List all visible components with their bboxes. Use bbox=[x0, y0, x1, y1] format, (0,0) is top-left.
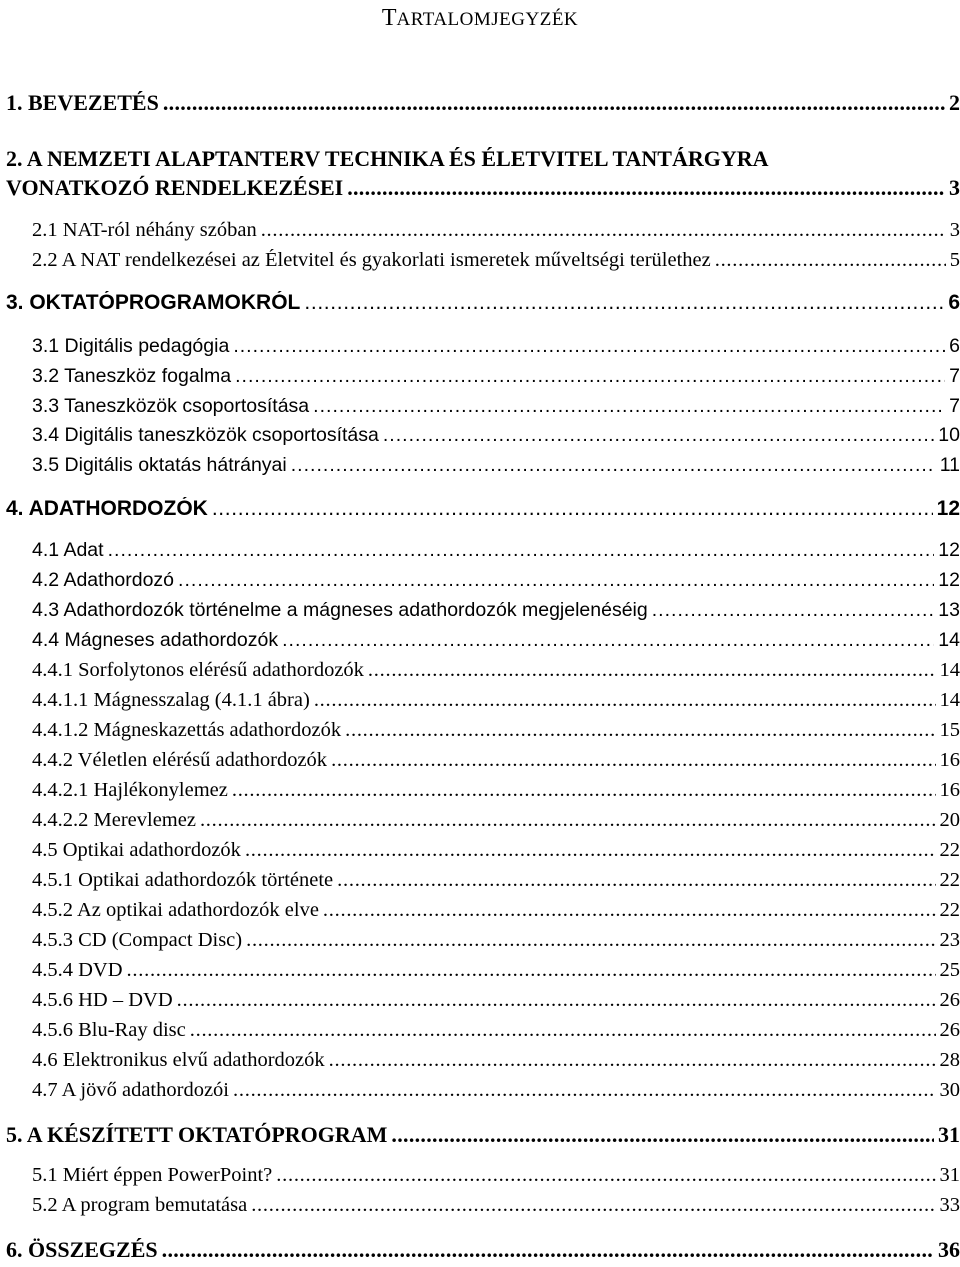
toc-entry-page: 16 bbox=[940, 749, 960, 772]
toc-entry-page: 3 bbox=[949, 175, 960, 201]
leader-dots bbox=[313, 395, 945, 418]
leader-dots bbox=[314, 689, 936, 712]
toc-entry-page: 12 bbox=[938, 539, 960, 562]
toc-entry-page: 6 bbox=[949, 335, 960, 358]
toc-entry-page: 31 bbox=[938, 1122, 960, 1148]
toc-entry-label: 3. OKTATÓPROGRAMOKRÓL bbox=[6, 291, 300, 315]
toc-entry-4-7[interactable] bbox=[32, 1079, 960, 1109]
leader-dots bbox=[345, 719, 935, 742]
toc-entry-4-3[interactable] bbox=[32, 599, 960, 629]
leader-dots bbox=[212, 497, 933, 521]
toc-entry-label: 5.2 A program bemutatása bbox=[32, 1194, 247, 1217]
toc-entry-label: 4.5.2 Az optikai adathordozók elve bbox=[32, 899, 319, 922]
toc-entry-4-5-4[interactable] bbox=[32, 959, 960, 989]
toc-entry-page: 12 bbox=[937, 497, 960, 521]
toc-entry-4-4-1-1[interactable] bbox=[32, 689, 960, 719]
leader-dots bbox=[331, 749, 935, 772]
leader-dots bbox=[323, 899, 936, 922]
toc-entry-page: 25 bbox=[940, 959, 960, 982]
toc-entry-3-3[interactable] bbox=[32, 395, 960, 425]
leader-dots bbox=[232, 779, 936, 802]
toc-entry-nat-line1[interactable]: 2. A NEMZETI ALAPTANTERV TECHNIKA ÉS ÉLETVITEL TANTÁRGYRA bbox=[6, 146, 769, 172]
title-initial: T bbox=[382, 5, 397, 31]
leader-dots bbox=[368, 659, 936, 682]
leader-dots bbox=[391, 1122, 934, 1148]
toc-entry-4-1[interactable] bbox=[32, 539, 960, 569]
toc-entry-adathordozok[interactable] bbox=[6, 497, 960, 527]
toc-entry-label: 4.4.2.2 Merevlemez bbox=[32, 809, 196, 832]
toc-entry-page: 12 bbox=[938, 569, 960, 592]
leader-dots bbox=[261, 219, 946, 242]
toc-entry-label: 5.1 Miért éppen PowerPoint? bbox=[32, 1164, 272, 1187]
leader-dots bbox=[282, 629, 934, 652]
toc-entry-page: 14 bbox=[940, 689, 960, 712]
toc-entry-3-4[interactable] bbox=[32, 424, 960, 454]
toc-entry-label: 4.7 A jövő adathordozói bbox=[32, 1079, 229, 1102]
toc-entry-label: 2.1 NAT-ról néhány szóban bbox=[32, 219, 257, 242]
toc-entry-4-4[interactable] bbox=[32, 629, 960, 659]
toc-entry-page: 26 bbox=[940, 989, 960, 1012]
toc-entry-label: 1. BEVEZETÉS bbox=[6, 90, 159, 116]
toc-entry-label: 4.1 Adat bbox=[32, 539, 104, 562]
toc-entry-4-4-2-2[interactable] bbox=[32, 809, 960, 839]
leader-dots bbox=[276, 1164, 935, 1187]
leader-dots bbox=[233, 1079, 935, 1102]
toc-entry-page: 20 bbox=[940, 809, 960, 832]
toc-entry-page: 33 bbox=[940, 1194, 960, 1217]
toc-entry-page: 16 bbox=[940, 779, 960, 802]
toc-entry-label: 4.5.1 Optikai adathordozók története bbox=[32, 869, 333, 892]
toc-entry-4-5-2[interactable] bbox=[32, 899, 960, 929]
leader-dots bbox=[291, 454, 936, 477]
toc-entry-label: 4.2 Adathordozó bbox=[32, 569, 174, 592]
toc-entry-label: 3.3 Taneszközök csoportosítása bbox=[32, 395, 309, 418]
leader-dots bbox=[200, 809, 936, 832]
toc-entry-label: 4.5.4 DVD bbox=[32, 959, 123, 982]
toc-entry-4-5-6-hd-dvd[interactable] bbox=[32, 989, 960, 1019]
toc-entry-3-5[interactable] bbox=[32, 454, 960, 484]
toc-entry-4-5-3[interactable] bbox=[32, 929, 960, 959]
toc-entry-page: 26 bbox=[940, 1019, 960, 1042]
leader-dots bbox=[251, 1194, 935, 1217]
toc-entry-5-1[interactable] bbox=[32, 1164, 960, 1194]
leader-dots bbox=[235, 365, 945, 388]
toc-entry-label: 4.4.2 Véletlen elérésű adathordozók bbox=[32, 749, 327, 772]
leader-dots bbox=[347, 175, 945, 201]
toc-entry-4-4-1-2[interactable] bbox=[32, 719, 960, 749]
toc-entry-label: 4.4.2.1 Hajlékonylemez bbox=[32, 779, 228, 802]
leader-dots bbox=[108, 539, 935, 562]
toc-entry-page: 2 bbox=[949, 90, 960, 116]
toc-entry-label: 4.5.3 CD (Compact Disc) bbox=[32, 929, 242, 952]
toc-entry-page: 31 bbox=[940, 1164, 960, 1187]
toc-entry-label: 4.5.6 Blu-Ray disc bbox=[32, 1019, 186, 1042]
toc-entry-label: 6. ÖSSZEGZÉS bbox=[6, 1237, 158, 1263]
toc-entry-label: VONATKOZÓ RENDELKEZÉSEI bbox=[6, 175, 343, 201]
leader-dots bbox=[178, 569, 934, 592]
toc-entry-page: 14 bbox=[938, 629, 960, 652]
toc-entry-page: 22 bbox=[940, 899, 960, 922]
toc-entry-4-2[interactable] bbox=[32, 569, 960, 599]
toc-entry-4-4-2[interactable] bbox=[32, 749, 960, 779]
toc-entry-label: 5. A KÉSZÍTETT OKTATÓPROGRAM bbox=[6, 1122, 387, 1148]
toc-entry-page: 11 bbox=[940, 454, 960, 477]
toc-entry-4-5-6-bluray[interactable] bbox=[32, 1019, 960, 1049]
toc-entry-bevezetes[interactable] bbox=[6, 90, 960, 120]
toc-entry-label: 3.1 Digitális pedagógia bbox=[32, 335, 229, 358]
toc-entry-2-1[interactable] bbox=[32, 219, 960, 249]
leader-dots bbox=[652, 599, 935, 622]
toc-entry-label: 4.5.6 HD – DVD bbox=[32, 989, 173, 1012]
toc-entry-label: 3.4 Digitális taneszközök csoportosítása bbox=[32, 424, 379, 447]
leader-dots bbox=[127, 959, 936, 982]
leader-dots bbox=[177, 989, 936, 1012]
toc-entry-label: 4.5 Optikai adathordozók bbox=[32, 839, 241, 862]
toc-entry-label: 4.3 Adathordozók történelme a mágneses adathordozók megjelenéséig bbox=[32, 599, 648, 622]
title-rest: ARTALOMJEGYZÉK bbox=[397, 9, 579, 30]
toc-entry-page: 22 bbox=[940, 839, 960, 862]
leader-dots bbox=[162, 1237, 934, 1263]
toc-entry-page: 28 bbox=[940, 1049, 960, 1072]
toc-entry-page: 13 bbox=[938, 599, 960, 622]
toc-entry-page: 23 bbox=[940, 929, 960, 952]
toc-entry-4-4-1[interactable] bbox=[32, 659, 960, 689]
toc-entry-page: 10 bbox=[938, 424, 960, 447]
toc-entry-label: 4.4.1 Sorfolytonos elérésű adathordozók bbox=[32, 659, 364, 682]
toc-entry-3-2[interactable] bbox=[32, 365, 960, 395]
toc-entry-label: 4. ADATHORDOZÓK bbox=[6, 497, 208, 521]
leader-dots bbox=[329, 1049, 936, 1072]
toc-entry-page: 30 bbox=[940, 1079, 960, 1102]
toc-entry-4-4-2-1[interactable] bbox=[32, 779, 960, 809]
toc-entry-nat[interactable] bbox=[6, 175, 960, 205]
toc-entry-page: 7 bbox=[949, 395, 960, 418]
toc-entry-page: 6 bbox=[948, 291, 960, 315]
toc-entry-2-2[interactable] bbox=[32, 249, 960, 279]
toc-entry-4-6[interactable] bbox=[32, 1049, 960, 1079]
toc-entry-page: 5 bbox=[950, 249, 960, 272]
toc-entry-page: 14 bbox=[940, 659, 960, 682]
leader-dots bbox=[383, 424, 934, 447]
toc-entry-page: 7 bbox=[949, 365, 960, 388]
toc-entry-4-5[interactable] bbox=[32, 839, 960, 869]
page-title bbox=[0, 2, 960, 36]
leader-dots bbox=[163, 90, 945, 116]
toc-entry-keszitett-oktatoprogram[interactable] bbox=[6, 1122, 960, 1152]
toc-entry-label: 2.2 A NAT rendelkezései az Életvitel és gyakorlati ismeretek műveltségi területhez bbox=[32, 249, 711, 272]
leader-dots bbox=[190, 1019, 936, 1042]
leader-dots bbox=[715, 249, 946, 272]
toc-entry-label: 4.4.1.1 Mágnesszalag (4.1.1 ábra) bbox=[32, 689, 310, 712]
leader-dots bbox=[246, 929, 935, 952]
toc-entry-osszegzes[interactable] bbox=[6, 1237, 960, 1267]
toc-entry-label: 3.2 Taneszköz fogalma bbox=[32, 365, 231, 388]
leader-dots bbox=[233, 335, 945, 358]
toc-entry-5-2[interactable] bbox=[32, 1194, 960, 1224]
leader-dots bbox=[245, 839, 936, 862]
toc-entry-oktatoprogramokrol[interactable] bbox=[6, 291, 960, 321]
toc-entry-page: 15 bbox=[940, 719, 960, 742]
toc-entry-page: 22 bbox=[940, 869, 960, 892]
leader-dots bbox=[337, 869, 935, 892]
leader-dots bbox=[304, 291, 944, 315]
toc-entry-4-5-1[interactable] bbox=[32, 869, 960, 899]
toc-entry-label: 4.4 Mágneses adathordozók bbox=[32, 629, 278, 652]
toc-entry-label: 3.5 Digitális oktatás hátrányai bbox=[32, 454, 287, 477]
toc-entry-3-1[interactable] bbox=[32, 335, 960, 365]
toc-entry-label: 4.4.1.2 Mágneskazettás adathordozók bbox=[32, 719, 341, 742]
toc-entry-page: 36 bbox=[938, 1237, 960, 1263]
toc-entry-label: 4.6 Elektronikus elvű adathordozók bbox=[32, 1049, 325, 1072]
toc-entry-page: 3 bbox=[950, 219, 960, 242]
